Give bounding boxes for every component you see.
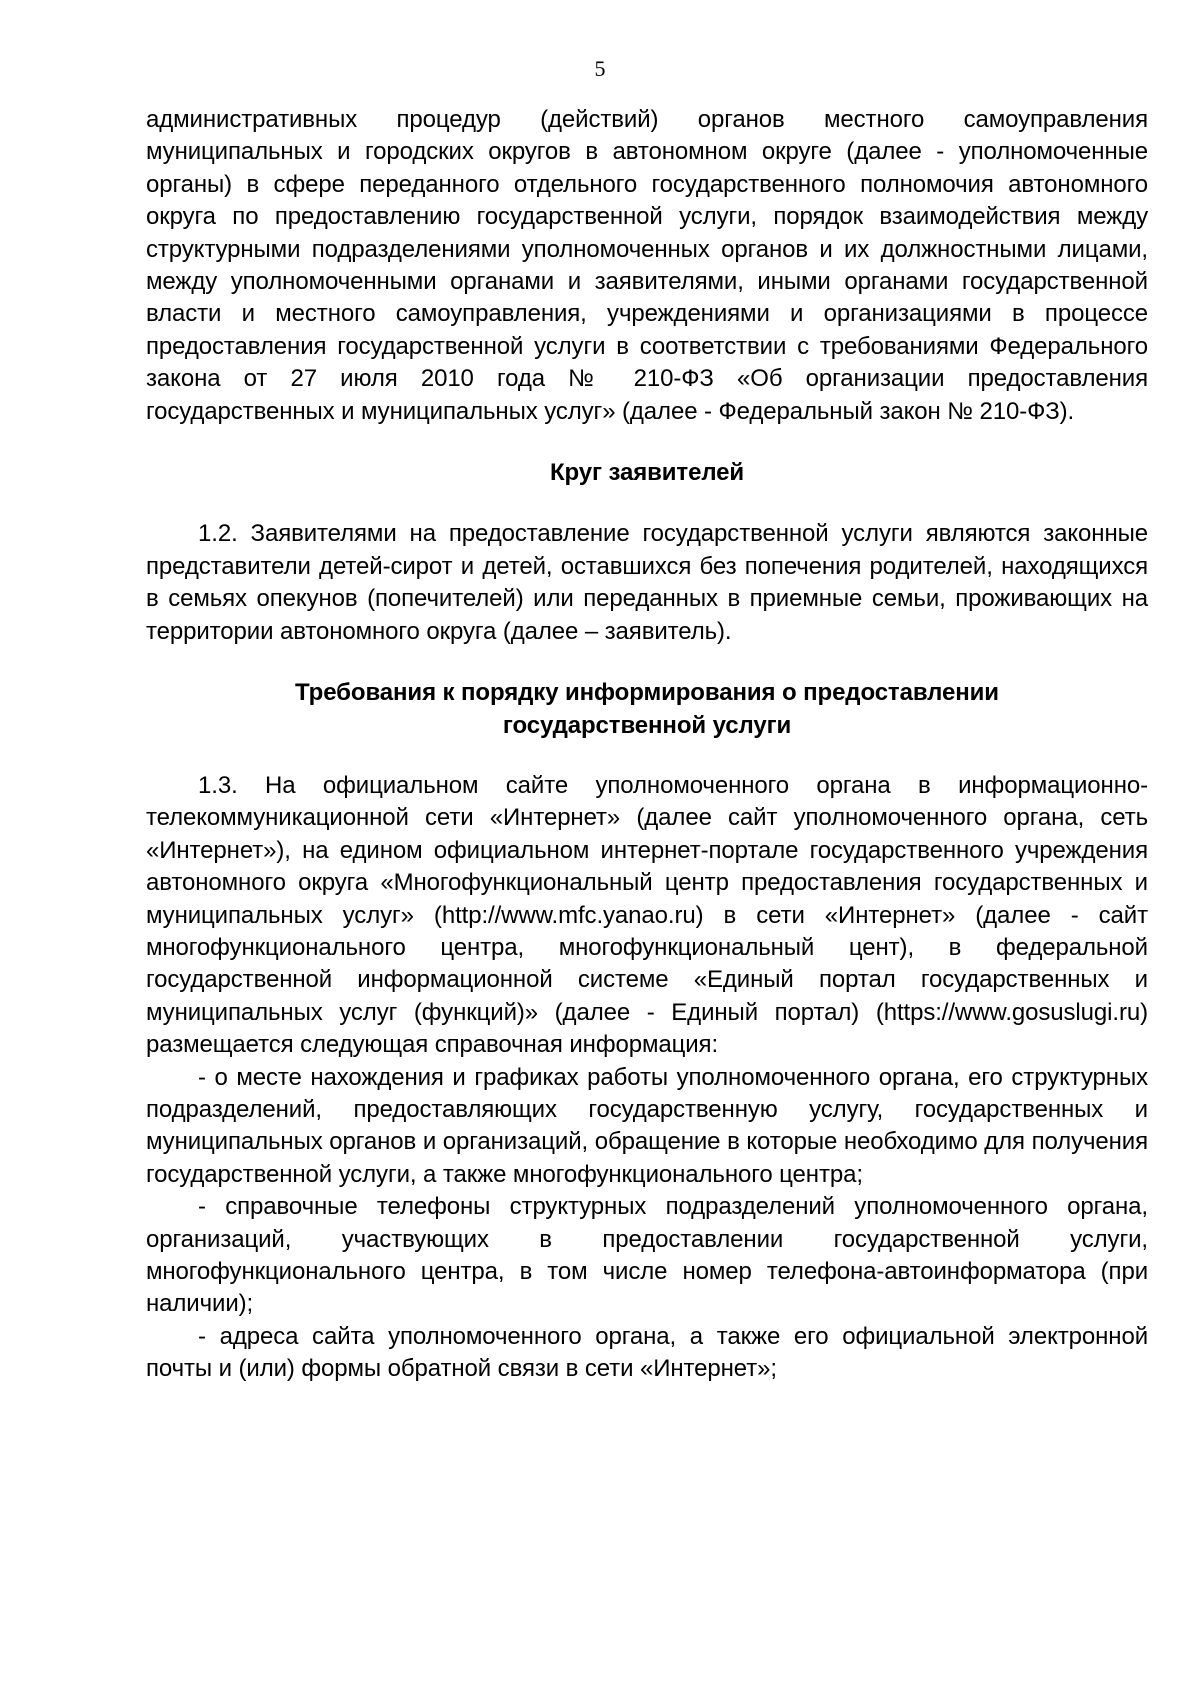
section-heading-informing-line2: государственной услуги: [502, 711, 792, 739]
continuation-paragraph: административных процедур (действий) органов местного самоуправления муниципальных и городских округов в автономном округе (далее - уполномоченные органы) в сфере переданного отдельного государственного полномочия автономного округа по предоставлению государственной услуги, порядок взаимодействия между структурными подразделениями уполномоченных органов и их должностными лицами, между уполномоченными органами и заявителями, иными органами государственной власти и местного самоуправления, учреждениями и организациями в процессе предоставления государственной услуги в соответствии с требованиями Федерального закона от 27 июля 2010 года № 210-ФЗ «Об организации предоставления государственных и муниципальных услуг» (далее - Федеральный закон № 210-ФЗ).: [146, 106, 1148, 425]
paragraph-1-2: 1.2. Заявителями на предоставление государственной услуги являются законные представители детей-сирот и детей, оставшихся без попечения родителей, находящихся в семьях опекунов (попечителей) или переданных в приемные семьи, проживающих на территории автономного округа (далее – заявитель).: [146, 520, 1148, 645]
section-heading-applicants: Круг заявителей: [549, 459, 745, 487]
page-number: 5: [594, 56, 606, 81]
document-body: [146, 104, 1148, 1386]
section-heading-informing: [146, 677, 1148, 742]
paragraph-1-3: 1.3. На официальном сайте уполномоченного органа в информационно-телекоммуникационной сети «Интернет» (далее сайт уполномоченного органа, сеть «Интернет»), на едином официальном интернет-портале государственного учреждения автономного округа «Многофункциональный центр предоставления государственных и муниципальных услуг» (http://www.mfc.yanao.ru) в сети «Интернет» (далее - сайт многофункционального центра, многофункциональный цент), в федеральной государственной информационной системе «Единый портал государственных и муниципальных услуг (функций)» (далее - Единый портал) (https://www.gosuslugi.ru) размещается следующая справочная информация:: [146, 771, 1148, 1059]
list-item: - адреса сайта уполномоченного органа, а также его официальной электронной почты и (или) формы обратной связи в сети «Интернет»;: [146, 1322, 1148, 1383]
section-heading-informing-line1: Требования к порядку информирования о предоставлении: [295, 679, 999, 707]
list-item: - справочные телефоны структурных подразделений уполномоченного органа, организаций, участвующих в предоставлении государственной услуги, многофункционального центра, в том числе номер телефона-автоинформатора (при наличии);: [146, 1193, 1148, 1318]
list-item: - о месте нахождения и графиках работы уполномоченного органа, его структурных подразделений, предоставляющих государственную услугу, государственных и муниципальных органов и организаций, обращение в которые необходимо для получения государственной услуги, а также многофункционального центра;: [146, 1063, 1148, 1188]
